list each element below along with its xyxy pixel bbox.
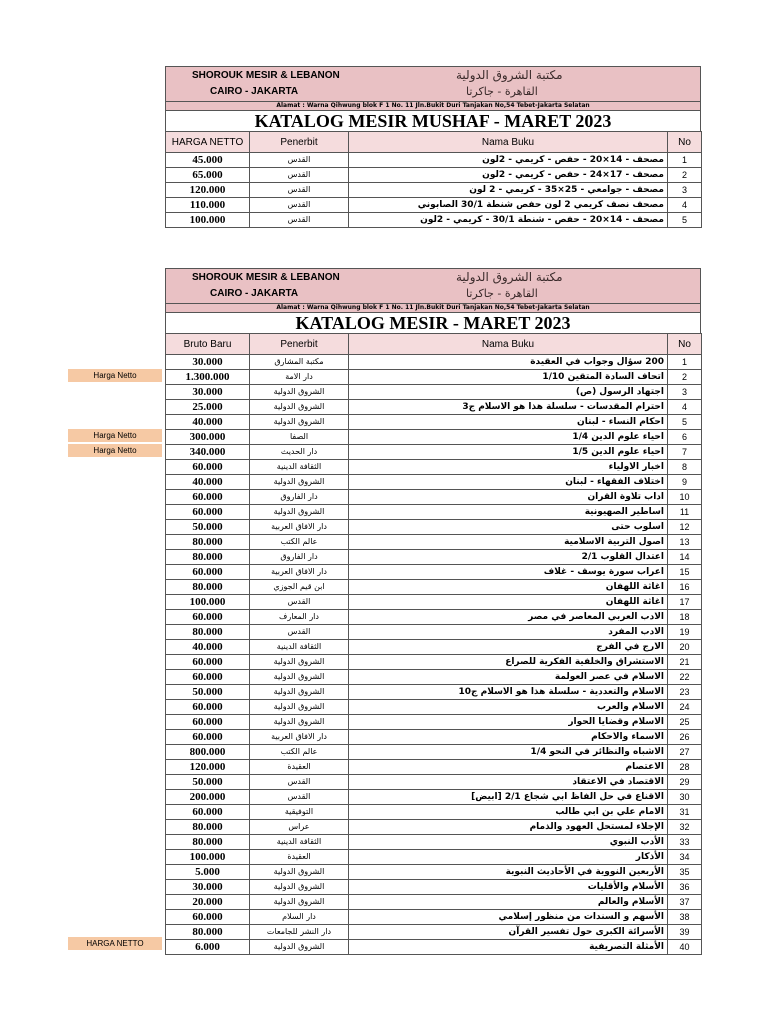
book-name-cell: الأسرائة الكبرى حول تفسير القرآن (349, 925, 668, 940)
publisher-cell: الثقافة الدينية (250, 460, 349, 475)
price-cell: 80.000 (166, 535, 250, 550)
price-cell: 60.000 (166, 610, 250, 625)
table-row (166, 685, 702, 700)
publisher-cell: القدس (250, 790, 349, 805)
publisher-cell: دار المعارف (250, 610, 349, 625)
row-number-cell: 36 (668, 880, 702, 895)
publisher-cell: الشروق الدولية (250, 415, 349, 430)
column-header-publisher: Penerbit (250, 334, 349, 355)
column-header-no: No (668, 132, 702, 153)
book-name-cell: الأسلام والعالم (349, 895, 668, 910)
publisher-cell: الشروق الدولية (250, 895, 349, 910)
store-name-en: SHOROUK MESIR & LEBANON (192, 272, 340, 283)
row-number-cell: 6 (668, 430, 702, 445)
table-row (166, 213, 702, 228)
book-name-cell: الأذكار (349, 850, 668, 865)
table-row (166, 895, 702, 910)
price-cell: 40.000 (166, 475, 250, 490)
row-number-cell: 10 (668, 490, 702, 505)
price-cell: 25.000 (166, 400, 250, 415)
publisher-cell: القدس (250, 595, 349, 610)
book-name-cell: الارج في الفرج (349, 640, 668, 655)
book-name-cell: الأسلام والأقليات (349, 880, 668, 895)
price-cell: 200.000 (166, 790, 250, 805)
table-row (166, 775, 702, 790)
price-cell: 50.000 (166, 685, 250, 700)
table-row (166, 850, 702, 865)
book-name-cell: الاقتصاد في الاعتقاد (349, 775, 668, 790)
table-row (166, 835, 702, 850)
book-name-cell: الادب العربي المعاصر في مصر (349, 610, 668, 625)
book-name-cell: اسلوب حتى (349, 520, 668, 535)
table-row (166, 535, 702, 550)
table-row (166, 670, 702, 685)
book-name-cell: الأمثلة التصريفية (349, 940, 668, 955)
table-row (166, 415, 702, 430)
table-row (166, 430, 702, 445)
catalog-title: KATALOG MESIR MUSHAF - MARET 2023 (165, 111, 701, 131)
row-number-cell: 8 (668, 460, 702, 475)
book-name-cell: الأربعين النووية في الأحاديث النبوية (349, 865, 668, 880)
price-cell: 120.000 (166, 760, 250, 775)
row-number-cell: 17 (668, 595, 702, 610)
row-number-cell: 19 (668, 625, 702, 640)
row-number-cell: 21 (668, 655, 702, 670)
book-name-cell: اغاثة اللهفان (349, 595, 668, 610)
row-number-cell: 7 (668, 445, 702, 460)
book-name-cell: الاقناع في حل الفاظ ابي شجاع 2/1 [ابيض] (349, 790, 668, 805)
price-cell: 20.000 (166, 895, 250, 910)
table-row (166, 745, 702, 760)
price-cell: 60.000 (166, 805, 250, 820)
store-address: Alamat : Warna Qihwung blok F 1 No. 11 Jln.Bukit Duri Tanjakan No,54 Tebet-Jakarta Selatan (165, 102, 701, 111)
price-cell: 30.000 (166, 880, 250, 895)
book-name-cell: اعتدال القلوب 2/1 (349, 550, 668, 565)
row-number-cell: 4 (668, 198, 702, 213)
price-cell: 50.000 (166, 520, 250, 535)
book-name-cell: الامام علي بن ابي طالب (349, 805, 668, 820)
row-number-cell: 38 (668, 910, 702, 925)
price-cell: 340.000 (166, 445, 250, 460)
table-row (166, 385, 702, 400)
row-number-cell: 16 (668, 580, 702, 595)
publisher-cell: القدس (250, 198, 349, 213)
book-name-cell: مصحف - 17×24 - حفص - كريمي - 2لون (349, 168, 668, 183)
price-cell: 80.000 (166, 835, 250, 850)
book-name-cell: 200 سؤال وجواب في العقيدة (349, 355, 668, 370)
column-header-publisher: Penerbit (250, 132, 349, 153)
table-row (166, 640, 702, 655)
book-name-cell: اساطير الصهيونية (349, 505, 668, 520)
row-number-cell: 2 (668, 370, 702, 385)
harga-netto-tag: HARGA NETTO (68, 937, 162, 950)
store-address: Alamat : Warna Qihwung blok F 1 No. 11 Jln.Bukit Duri Tanjakan No,54 Tebet-Jakarta Selatan (165, 304, 701, 313)
row-number-cell: 39 (668, 925, 702, 940)
row-number-cell: 1 (668, 355, 702, 370)
book-name-cell: الاستشراق والخلفية الفكرية للصراع (349, 655, 668, 670)
price-cell: 100.000 (166, 595, 250, 610)
publisher-cell: القدس (250, 775, 349, 790)
table-row (166, 760, 702, 775)
table-row (166, 460, 702, 475)
book-name-cell: احكام النساء - لبنان (349, 415, 668, 430)
publisher-cell: دار النشر للجامعات (250, 925, 349, 940)
publisher-cell: دار الافاق العربية (250, 730, 349, 745)
table-row (166, 625, 702, 640)
book-name-cell: الاعتصام (349, 760, 668, 775)
publisher-cell: الثقافة الدينية (250, 835, 349, 850)
table-row (166, 925, 702, 940)
row-number-cell: 26 (668, 730, 702, 745)
price-cell: 800.000 (166, 745, 250, 760)
table-row (166, 565, 702, 580)
publisher-cell: العقيدة (250, 850, 349, 865)
book-name-cell: اختلاف الفقهاء - لبنان (349, 475, 668, 490)
publisher-cell: الشروق الدولية (250, 715, 349, 730)
publisher-cell: القدس (250, 183, 349, 198)
price-cell: 60.000 (166, 715, 250, 730)
row-number-cell: 28 (668, 760, 702, 775)
publisher-cell: القدس (250, 213, 349, 228)
row-number-cell: 31 (668, 805, 702, 820)
price-cell: 45.000 (166, 153, 250, 168)
table-row (166, 505, 702, 520)
publisher-cell: العقيدة (250, 760, 349, 775)
publisher-cell: دار الافاق العربية (250, 520, 349, 535)
price-cell: 60.000 (166, 700, 250, 715)
table-row (166, 910, 702, 925)
book-name-cell: مصحف - 14×20 - حفص - شنطة 30/1 - كريمي - 2لون (349, 213, 668, 228)
table-row (166, 400, 702, 415)
price-cell: 30.000 (166, 385, 250, 400)
price-cell: 120.000 (166, 183, 250, 198)
price-cell: 40.000 (166, 415, 250, 430)
table-row (166, 880, 702, 895)
row-number-cell: 14 (668, 550, 702, 565)
row-number-cell: 1 (668, 153, 702, 168)
book-name-cell: اصول التربية الاسلامية (349, 535, 668, 550)
row-number-cell: 24 (668, 700, 702, 715)
row-number-cell: 35 (668, 865, 702, 880)
row-number-cell: 4 (668, 400, 702, 415)
price-cell: 40.000 (166, 640, 250, 655)
publisher-cell: دار الفاروق (250, 550, 349, 565)
price-cell: 60.000 (166, 910, 250, 925)
publisher-cell: دار الافاق العربية (250, 565, 349, 580)
publisher-cell: دار الامة (250, 370, 349, 385)
row-number-cell: 30 (668, 790, 702, 805)
book-name-cell: احياء علوم الدين 1/5 (349, 445, 668, 460)
row-number-cell: 33 (668, 835, 702, 850)
price-cell: 80.000 (166, 925, 250, 940)
price-cell: 60.000 (166, 730, 250, 745)
publisher-cell: الشروق الدولية (250, 940, 349, 955)
table-row (166, 805, 702, 820)
table-row (166, 168, 702, 183)
table-row (166, 355, 702, 370)
catalog-table (165, 131, 702, 228)
row-number-cell: 23 (668, 685, 702, 700)
table-row (166, 490, 702, 505)
column-header-book-name: Nama Buku (349, 334, 668, 355)
book-name-cell: الأدب النبوي (349, 835, 668, 850)
book-name-cell: مصحف - جوامعي - 25×35 - كريمي - 2 لون (349, 183, 668, 198)
publisher-cell: الشروق الدولية (250, 700, 349, 715)
price-cell: 60.000 (166, 670, 250, 685)
table-row (166, 610, 702, 625)
row-number-cell: 2 (668, 168, 702, 183)
price-cell: 80.000 (166, 820, 250, 835)
book-name-cell: اخبار الاولياء (349, 460, 668, 475)
book-name-cell: اداب تلاوة القران (349, 490, 668, 505)
row-number-cell: 15 (668, 565, 702, 580)
publisher-cell: الشروق الدولية (250, 865, 349, 880)
table-row (166, 183, 702, 198)
table-row (166, 940, 702, 955)
publisher-cell: ابن قيم الجوزي (250, 580, 349, 595)
book-name-cell: الادب المفرد (349, 625, 668, 640)
publisher-cell: الثقافة الدينية (250, 640, 349, 655)
publisher-cell: مكتبة المشارق (250, 355, 349, 370)
table-row (166, 550, 702, 565)
row-number-cell: 5 (668, 213, 702, 228)
row-number-cell: 12 (668, 520, 702, 535)
publisher-cell: الشروق الدولية (250, 655, 349, 670)
column-header-book-name: Nama Buku (349, 132, 668, 153)
book-name-cell: الاسلام في عصر العولمة (349, 670, 668, 685)
table-row (166, 580, 702, 595)
publisher-cell: الشروق الدولية (250, 505, 349, 520)
store-city-ar: القاهرة - جاكرتا (466, 85, 538, 98)
store-name-ar: مكتبة الشروق الدولية (456, 270, 563, 284)
price-cell: 30.000 (166, 355, 250, 370)
price-cell: 6.000 (166, 940, 250, 955)
book-name-cell: الاسلام والتعددية - سلسلة هذا هو الاسلام ج10 (349, 685, 668, 700)
harga-netto-tag: Harga Netto (68, 444, 162, 457)
book-name-cell: اجتهاد الرسول (ص) (349, 385, 668, 400)
book-name-cell: الأسهم و السندات من منظور إسلامي (349, 910, 668, 925)
table-row (166, 520, 702, 535)
price-cell: 80.000 (166, 625, 250, 640)
price-cell: 1.300.000 (166, 370, 250, 385)
store-city-en: CAIRO - JAKARTA (210, 86, 299, 97)
publisher-cell: الشروق الدولية (250, 400, 349, 415)
price-cell: 60.000 (166, 655, 250, 670)
catalog-books (165, 268, 701, 955)
column-header-price: Bruto Baru (166, 334, 250, 355)
publisher-cell: القدس (250, 153, 349, 168)
row-number-cell: 9 (668, 475, 702, 490)
row-number-cell: 25 (668, 715, 702, 730)
price-cell: 110.000 (166, 198, 250, 213)
publisher-cell: الشروق الدولية (250, 685, 349, 700)
book-name-cell: مصحف - 14×20 - حفص - كريمي - 2لون (349, 153, 668, 168)
row-number-cell: 22 (668, 670, 702, 685)
harga-netto-tag: Harga Netto (68, 429, 162, 442)
table-row (166, 475, 702, 490)
store-city-ar: القاهرة - جاكرتا (466, 287, 538, 300)
price-cell: 60.000 (166, 505, 250, 520)
catalog-mushaf (165, 66, 701, 228)
table-row (166, 820, 702, 835)
store-city-en: CAIRO - JAKARTA (210, 288, 299, 299)
price-cell: 80.000 (166, 580, 250, 595)
book-name-cell: الاسماء والاحكام (349, 730, 668, 745)
row-number-cell: 11 (668, 505, 702, 520)
harga-netto-tag: Harga Netto (68, 369, 162, 382)
table-row (166, 198, 702, 213)
price-cell: 60.000 (166, 490, 250, 505)
price-cell: 100.000 (166, 850, 250, 865)
catalog-title: KATALOG MESIR - MARET 2023 (165, 313, 701, 333)
book-name-cell: الاسلام والعرب (349, 700, 668, 715)
row-number-cell: 3 (668, 385, 702, 400)
row-number-cell: 18 (668, 610, 702, 625)
table-row (166, 700, 702, 715)
row-number-cell: 29 (668, 775, 702, 790)
publisher-cell: دار السلام (250, 910, 349, 925)
book-name-cell: اتحاف السادة المتقين 1/10 (349, 370, 668, 385)
book-name-cell: الاشباه والنظائر في النحو 1/4 (349, 745, 668, 760)
publisher-cell: القدس (250, 625, 349, 640)
table-row (166, 153, 702, 168)
price-cell: 65.000 (166, 168, 250, 183)
price-cell: 5.000 (166, 865, 250, 880)
price-cell: 50.000 (166, 775, 250, 790)
row-number-cell: 27 (668, 745, 702, 760)
publisher-cell: الشروق الدولية (250, 385, 349, 400)
store-name-ar: مكتبة الشروق الدولية (456, 68, 563, 82)
book-name-cell: مصحف نصف كريمي 2 لون حفص شنطة 30/1 الصابوني (349, 198, 668, 213)
price-cell: 80.000 (166, 550, 250, 565)
store-header (165, 268, 701, 304)
publisher-cell: الشروق الدولية (250, 670, 349, 685)
publisher-cell: الصفا (250, 430, 349, 445)
publisher-cell: عراس (250, 820, 349, 835)
table-row (166, 865, 702, 880)
price-cell: 60.000 (166, 460, 250, 475)
store-header (165, 66, 701, 102)
publisher-cell: عالم الكتب (250, 535, 349, 550)
row-number-cell: 37 (668, 895, 702, 910)
table-row (166, 730, 702, 745)
book-name-cell: الإجلاء لمستحل العهود والذمام (349, 820, 668, 835)
book-name-cell: الاسلام وقضايا الحوار (349, 715, 668, 730)
table-row (166, 790, 702, 805)
book-name-cell: اغاثة اللهفان (349, 580, 668, 595)
catalog-table (165, 333, 702, 955)
store-name-en: SHOROUK MESIR & LEBANON (192, 70, 340, 81)
row-number-cell: 32 (668, 820, 702, 835)
row-number-cell: 13 (668, 535, 702, 550)
book-name-cell: اعراب سورة يوسف - غلاف (349, 565, 668, 580)
price-cell: 60.000 (166, 565, 250, 580)
row-number-cell: 5 (668, 415, 702, 430)
column-header-no: No (668, 334, 702, 355)
book-name-cell: احياء علوم الدين 1/4 (349, 430, 668, 445)
publisher-cell: الشروق الدولية (250, 475, 349, 490)
row-number-cell: 34 (668, 850, 702, 865)
table-row (166, 595, 702, 610)
publisher-cell: القدس (250, 168, 349, 183)
row-number-cell: 40 (668, 940, 702, 955)
price-cell: 300.000 (166, 430, 250, 445)
book-name-cell: احترام المقدسات - سلسلة هذا هو الاسلام ج3 (349, 400, 668, 415)
publisher-cell: التوفيقية (250, 805, 349, 820)
publisher-cell: الشروق الدولية (250, 880, 349, 895)
table-row (166, 445, 702, 460)
table-row (166, 715, 702, 730)
publisher-cell: دار الحديث (250, 445, 349, 460)
publisher-cell: عالم الكتب (250, 745, 349, 760)
table-row (166, 655, 702, 670)
row-number-cell: 3 (668, 183, 702, 198)
price-cell: 100.000 (166, 213, 250, 228)
row-number-cell: 20 (668, 640, 702, 655)
column-header-price: HARGA NETTO (166, 132, 250, 153)
publisher-cell: دار الفاروق (250, 490, 349, 505)
table-row (166, 370, 702, 385)
